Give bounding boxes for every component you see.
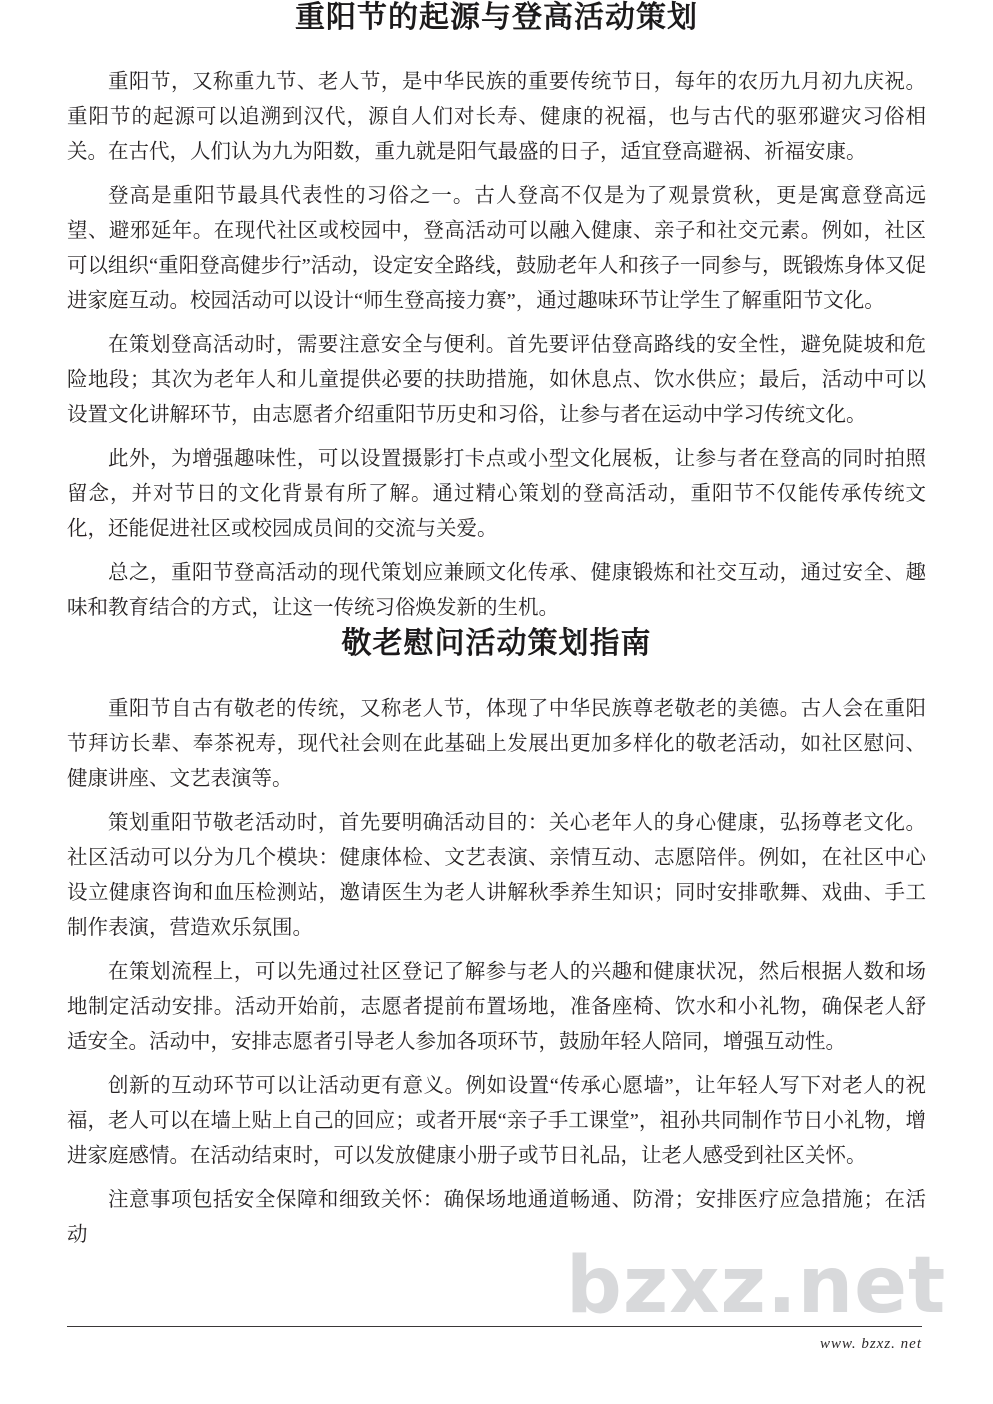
section-1-body [67, 65, 926, 626]
paragraph: 策划重阳节敬老活动时，首先要明确活动目的：关心老年人的身心健康，弘扬尊老文化。社区活动可以分为几个模块：健康体检、文艺表演、亲情互动、志愿陪伴。例如，在社区中心设立健康咨询和血压检测站，邀请医生为老人讲解秋季养生知识；同时安排歌舞、戏曲、手工制作表演，营造欢乐氛围。 [67, 812, 926, 939]
document-content [67, 0, 926, 1253]
footer-divider [67, 1326, 922, 1327]
paragraph: 创新的互动环节可以让活动更有意义。例如设置“传承心愿墙”，让年轻人写下对老人的祝福，老人可以在墙上贴上自己的回应；或者开展“亲子手工课堂”，祖孙共同制作节日小礼物，增进家庭感情。在活动结束时，可以发放健康小册子或节日礼品，让老人感受到社区关怀。 [67, 1075, 926, 1167]
paragraph: 登高是重阳节最具代表性的习俗之一。古人登高不仅是为了观景赏秋，更是寓意登高远望、避邪延年。在现代社区或校园中，登高活动可以融入健康、亲子和社交元素。例如，社区可以组织“重阳登高健步行”活动，设定安全路线，鼓励老年人和孩子一同参与，既锻炼身体又促进家庭互动。校园活动可以设计“师生登高接力赛”，通过趣味环节让学生了解重阳节文化。 [67, 185, 926, 312]
paragraph: 重阳节，又称重九节、老人节，是中华民族的重要传统节日，每年的农历九月初九庆祝。重阳节的起源可以追溯到汉代，源自人们对长寿、健康的祝福，也与古代的驱邪避灾习俗相关。在古代，人们认为九为阳数，重九就是阳气最盛的日子，适宜登高避祸、祈福安康。 [67, 71, 926, 163]
section-2-body [67, 692, 926, 1253]
site-watermark: bzxz.net [566, 1241, 947, 1331]
section-2-heading: 敬老慰问活动策划指南 [341, 627, 652, 660]
page-footer [67, 1326, 922, 1353]
footer-url: www. bzxz. net [819, 1336, 922, 1352]
paragraph: 在策划登高活动时，需要注意安全与便利。首先要评估登高路线的安全性，避免陡坡和危险地段；其次为老年人和儿童提供必要的扶助措施，如休息点、饮水供应；最后，活动中可以设置文化讲解环节，由志愿者介绍重阳节历史和习俗，让参与者在运动中学习传统文化。 [67, 334, 926, 426]
paragraph: 总之，重阳节登高活动的现代策划应兼顾文化传承、健康锻炼和社交互动，通过安全、趣味和教育结合的方式，让这一传统习俗焕发新的生机。 [67, 562, 926, 619]
paragraph: 此外，为增强趣味性，可以设置摄影打卡点或小型文化展板，让参与者在登高的同时拍照留念，并对节日的文化背景有所了解。通过精心策划的登高活动，重阳节不仅能传承传统文化，还能促进社区或校园成员间的交流与关爱。 [67, 448, 926, 540]
paragraph: 注意事项包括安全保障和细致关怀：确保场地通道畅通、防滑；安排医疗应急措施；在活动 [67, 1189, 926, 1246]
section-1-heading: 重阳节的起源与登高活动策划 [295, 1, 698, 34]
paragraph: 在策划流程上，可以先通过社区登记了解参与老人的兴趣和健康状况，然后根据人数和场地制定活动安排。活动开始前，志愿者提前布置场地，准备座椅、饮水和小礼物，确保老人舒适安全。活动中，安排志愿者引导老人参加各项环节，鼓励年轻人陪同，增强互动性。 [67, 961, 926, 1053]
paragraph: 重阳节自古有敬老的传统，又称老人节，体现了中华民族尊老敬老的美德。古人会在重阳节拜访长辈、奉茶祝寿，现代社会则在此基础上发展出更加多样化的敬老活动，如社区慰问、健康讲座、文艺表演等。 [67, 698, 926, 790]
